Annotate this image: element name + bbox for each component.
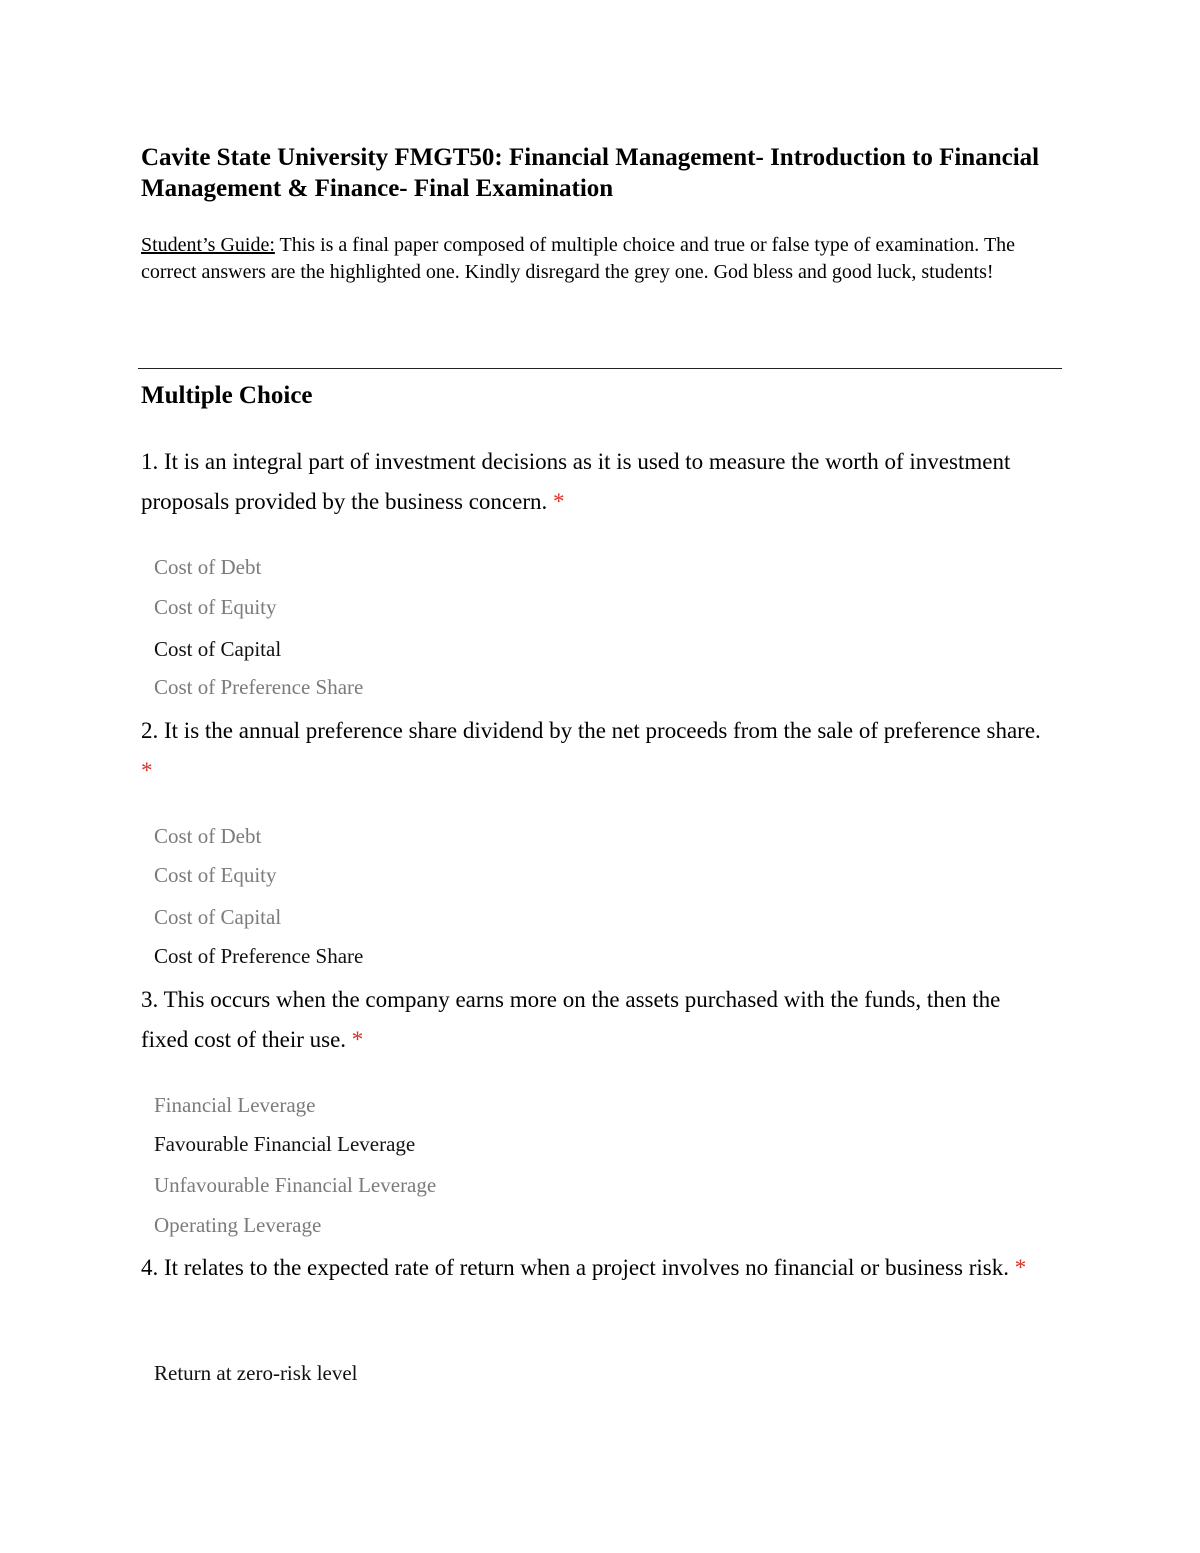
question-text: 1. It is an integral part of investment decisions as it is used to measure the worth of investment proposals provided by the business concern. bbox=[141, 449, 1011, 514]
question-1 bbox=[141, 442, 1051, 522]
option-q1-1[interactable]: Cost of Debt bbox=[154, 555, 262, 579]
option-q2-3[interactable]: Cost of Capital bbox=[154, 905, 282, 929]
option-q1-4[interactable]: Cost of Preference Share bbox=[154, 675, 364, 699]
question-text: 2. It is the annual preference share dividend by the net proceeds from the sale of preference share. bbox=[141, 718, 1041, 743]
required-asterisk: * bbox=[141, 758, 153, 783]
question-3 bbox=[141, 980, 1051, 1060]
option-q3-2[interactable]: Favourable Financial Leverage bbox=[154, 1132, 416, 1156]
option-q2-1[interactable]: Cost of Debt bbox=[154, 824, 262, 848]
option-q3-3[interactable]: Unfavourable Financial Leverage bbox=[154, 1173, 437, 1197]
option-q1-3[interactable]: Cost of Capital bbox=[154, 637, 282, 661]
required-asterisk: * bbox=[553, 489, 565, 514]
question-text: 4. It relates to the expected rate of return when a project involves no financial or business risk. bbox=[141, 1255, 1009, 1280]
option-q2-4[interactable]: Cost of Preference Share bbox=[154, 944, 364, 968]
required-asterisk: * bbox=[1014, 1255, 1027, 1280]
option-q3-1[interactable]: Financial Leverage bbox=[154, 1093, 316, 1117]
question-4 bbox=[141, 1248, 1051, 1288]
option-q4-1[interactable]: Return at zero-risk level bbox=[154, 1361, 358, 1385]
option-q3-4[interactable]: Operating Leverage bbox=[154, 1213, 322, 1237]
option-q2-2[interactable]: Cost of Equity bbox=[154, 863, 277, 887]
students-guide bbox=[141, 232, 1051, 286]
required-asterisk: * bbox=[351, 1027, 364, 1052]
guide-label: Student’s Guide: bbox=[141, 234, 275, 256]
section-divider bbox=[138, 368, 1062, 369]
guide-text: This is a final paper composed of multiple choice and true or false type of examination. The correct answers are the highlighted one. Kindly disregard the grey one. God bless and good luck, students! bbox=[141, 234, 1016, 283]
option-q1-2[interactable]: Cost of Equity bbox=[154, 595, 277, 619]
question-2 bbox=[141, 711, 1051, 791]
section-title: Multiple Choice bbox=[141, 382, 313, 409]
question-text: 3. This occurs when the company earns more on the assets purchased with the funds, then the fixed cost of their use. bbox=[141, 987, 1001, 1052]
document-title: Cavite State University FMGT50: Financial Management- Introduction to Financial Management & Finance- Final Examination bbox=[141, 144, 1040, 202]
